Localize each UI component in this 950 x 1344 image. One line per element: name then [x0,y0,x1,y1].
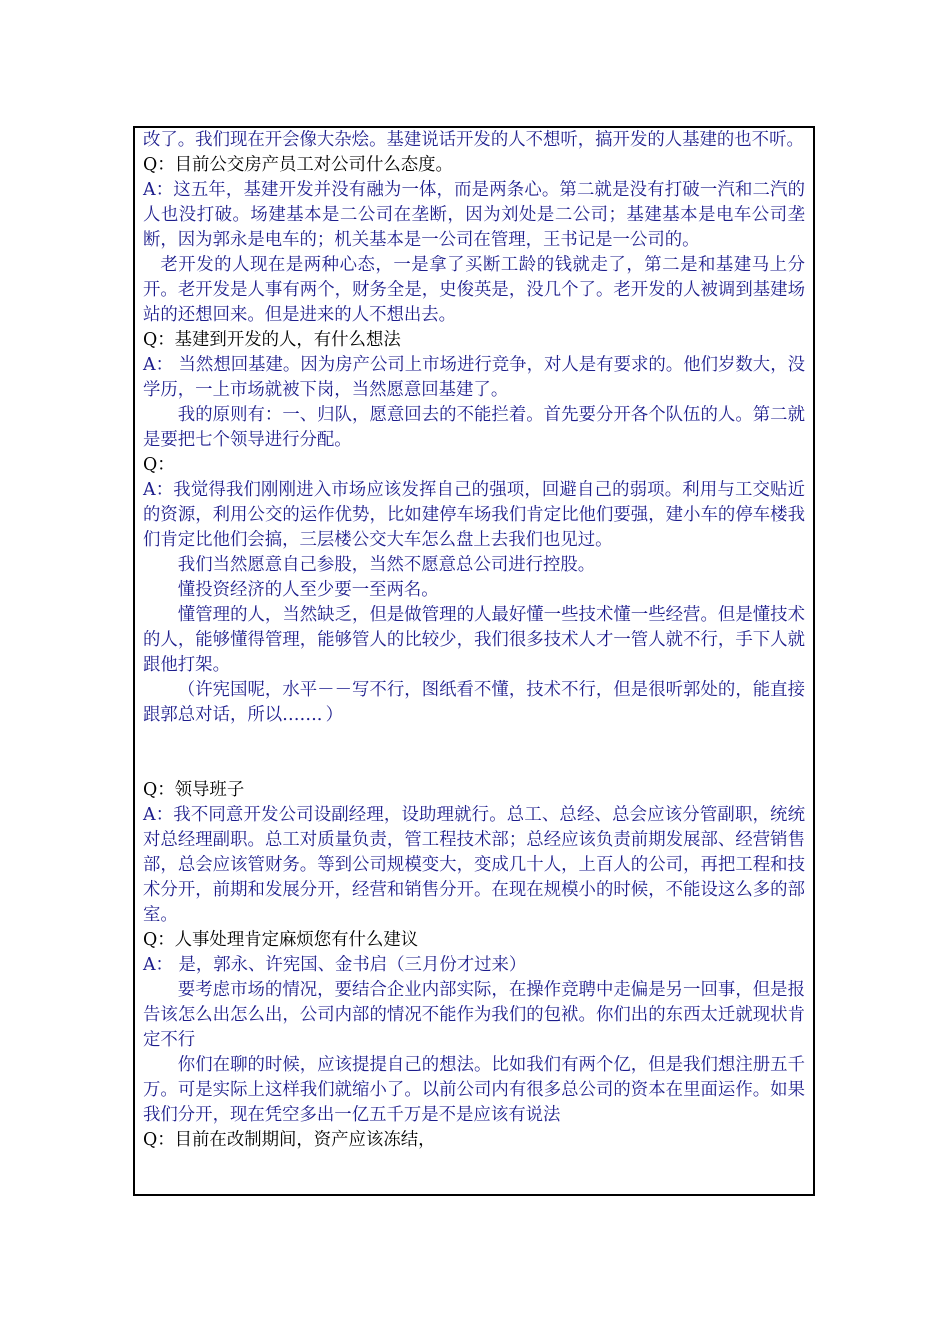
answer-paragraph: A：我觉得我们刚刚进入市场应该发挥自己的强项，回避自己的弱项。利用与工交贴近的资源，利用公交的运作优势，比如建停车场我们肯定比他们要强，建小车的停车楼我们肯定比他们会搞，三层楼公交大车怎么盘上去我们也见过。 [143,480,805,550]
answer-paragraph: 懂投资经济的人至少要一至两名。 [177,580,439,600]
answer-paragraph: 我的原则有：一、归队，愿意回去的不能拦着。首先要分开各个队伍的人。第二就是要把七个领导进行分配。 [143,405,805,450]
answer-paragraph: A：我不同意开发公司设副经理，设助理就行。总工、总经、总会应该分管副职，统统对总经理副职。总工对质量负责，管工程技术部；总经应该负责前期发展部、经营销售部，总会应该管财务。等到公司规模变大，变成几十人，上百人的公司，再把工程和技术分开，前期和发展分开，经营和销售分开。在现在规模小的时候，不能设这么多的部室。 [143,805,805,925]
answer-paragraph: 懂管理的人，当然缺乏，但是做管理的人最好懂一些技术懂一些经营。但是懂技术的人，能够懂得管理，能够管人的比较少，我们很多技术人才一管人就不行，手下人就跟他打架。 [143,605,805,675]
answer-paragraph: 我们当然愿意自己参股，当然不愿意总公司进行控股。 [177,555,596,575]
bordered-text-box [133,126,815,1196]
answer-paragraph: A： 当然想回基建。因为房产公司上市场进行竞争，对人是有要求的。他们岁数大，没学历，一上市场就被下岗，当然愿意回基建了。 [143,355,805,400]
answer-paragraph: 改了。我们现在开会像大杂烩。基建说话开发的人不想听，搞开发的人基建的也不听。 [143,130,804,150]
question-paragraph: Q：目前在改制期间，资产应该冻结， [143,1130,436,1150]
question-paragraph: Q：基建到开发的人，有什么想法 [143,330,401,350]
answer-paragraph: 要考虑市场的情况，要结合企业内部实际，在操作竞聘中走偏是另一回事，但是报告该怎么出怎么出，公司内部的情况不能作为我们的包袱。你们出的东西太迁就现状肯定不行 [143,980,805,1050]
answer-paragraph: A：这五年，基建开发并没有融为一体，而是两条心。第二就是没有打破一汽和二汽的人也没打破。场建基本是二公司在垄断，因为刘处是二公司；基建基本是电车公司垄断，因为郭永是电车的；机关基本是一公司在管理，王书记是一公司的。 [143,180,805,250]
answer-paragraph: A： 是，郭永、许宪国、金书启（三月份才过来） [143,955,527,975]
question-paragraph: Q：人事处理肯定麻烦您有什么建议 [143,930,419,950]
question-paragraph: Q：目前公交房产员工对公司什么态度。 [143,155,453,175]
answer-paragraph: 你们在聊的时候，应该提提自己的想法。比如我们有两个亿，但是我们想注册五千万。可是实际上这样我们就缩小了。以前公司内有很多总公司的资本在里面运作。如果我们分开，现在凭空多出一亿五千万是不是应该有说法 [143,1055,805,1125]
interview-transcript [143,128,805,1153]
question-paragraph: Q： [143,455,175,475]
answer-paragraph: （许宪国呢，水平－－写不行，图纸看不懂，技术不行，但是很听郭处的，能直接跟郭总对话，所以……．） [143,680,805,725]
question-paragraph: Q：领导班子 [143,780,245,800]
answer-paragraph: 老开发的人现在是两种心态，一是拿了买断工龄的钱就走了，第二是和基建马上分开。老开发是人事有两个，财务全是，史俊英是，没几个了。老开发的人被调到基建场站的还想回来。但是进来的人不想出去。 [143,255,805,325]
blank-spacer [143,728,805,778]
